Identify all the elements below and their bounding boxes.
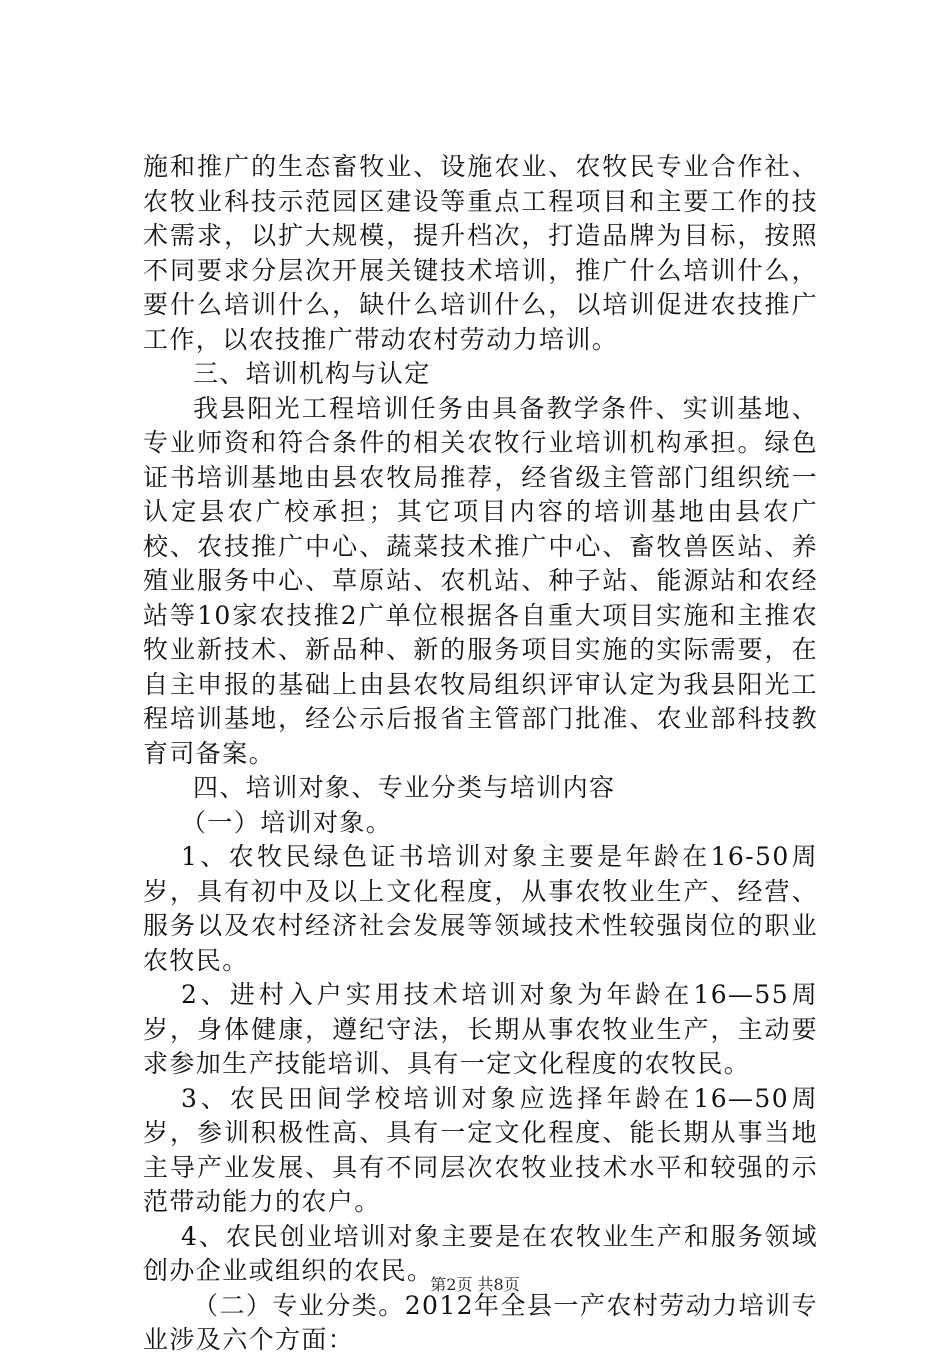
section-heading-3: 三、培训机构与认定 (193, 359, 431, 388)
subsection-heading-2: （二）专业分类。2012年全县一产农村劳动力培训专业涉及六个方面： (143, 1290, 818, 1354)
list-item-3: 3、农民田间学校培训对象应选择年龄在16—50周岁，参训积极性高、具有一定文化程度、能长期从事当地主导产业发展、具有不同层次农牧业技术水平和较强的示范带动能力的农户。 (143, 1083, 818, 1216)
document-body (143, 150, 818, 1358)
paragraph-continuation: 施和推广的生态畜牧业、设施农业、农牧民专业合作社、农牧业科技示范园区建设等重点工程项目和主要工作的技术需求，以扩大规模，提升档次，打造品牌为目标，按照不同要求分层次开展关键技术培训，推广什么培训什么，要什么培训什么，缺什么培训什么，以培训促进农技推广工作，以农技推广带动农村劳动力培训。 (143, 152, 818, 354)
list-item-4: 4、农民创业培训对象主要是在农牧业生产和服务领域创办企业或组织的农民。 (143, 1221, 818, 1285)
subsection-heading-1: （一）培训对象。 (181, 807, 393, 837)
list-item-2: 2、进村入户实用技术培训对象为年龄在16—55周岁，身体健康，遵纪守法，长期从事农牧业生产，主动要求参加生产技能培训、具有一定文化程度的农牧民。 (143, 980, 818, 1078)
list-item-1: 1、农牧民绿色证书培训对象主要是年龄在16-50周岁，具有初中及以上文化程度，从事农牧业生产、经营、服务以及农村经济社会发展等领域技术性较强岗位的职业农牧民。 (143, 842, 818, 975)
page-footer: 第2页 共8页 (430, 1275, 520, 1294)
paragraph-training-institutions: 我县阳光工程培训任务由具备教学条件、实训基地、专业师资和符合条件的相关农牧行业培训机构承担。绿色证书培训基地由县农牧局推荐，经省级主管部门组织统一认定县农广校承担；其它项目内容的培训基地由县农广校、农技推广中心、蔬菜技术推广中心、畜牧兽医站、养殖业服务中心、草原站、农机站、种子站、能源站和农经站等10家农技推2广单位根据各自重大项目实施和主推农牧业新技术、新品种、新的服务项目实施的实际需要，在自主申报的基础上由县农牧局组织评审认定为我县阳光工程培训基地，经公示后报省主管部门批准、农业部科技教育司备案。 (143, 393, 818, 768)
section-heading-4: 四、培训对象、专业分类与培训内容 (193, 773, 616, 802)
